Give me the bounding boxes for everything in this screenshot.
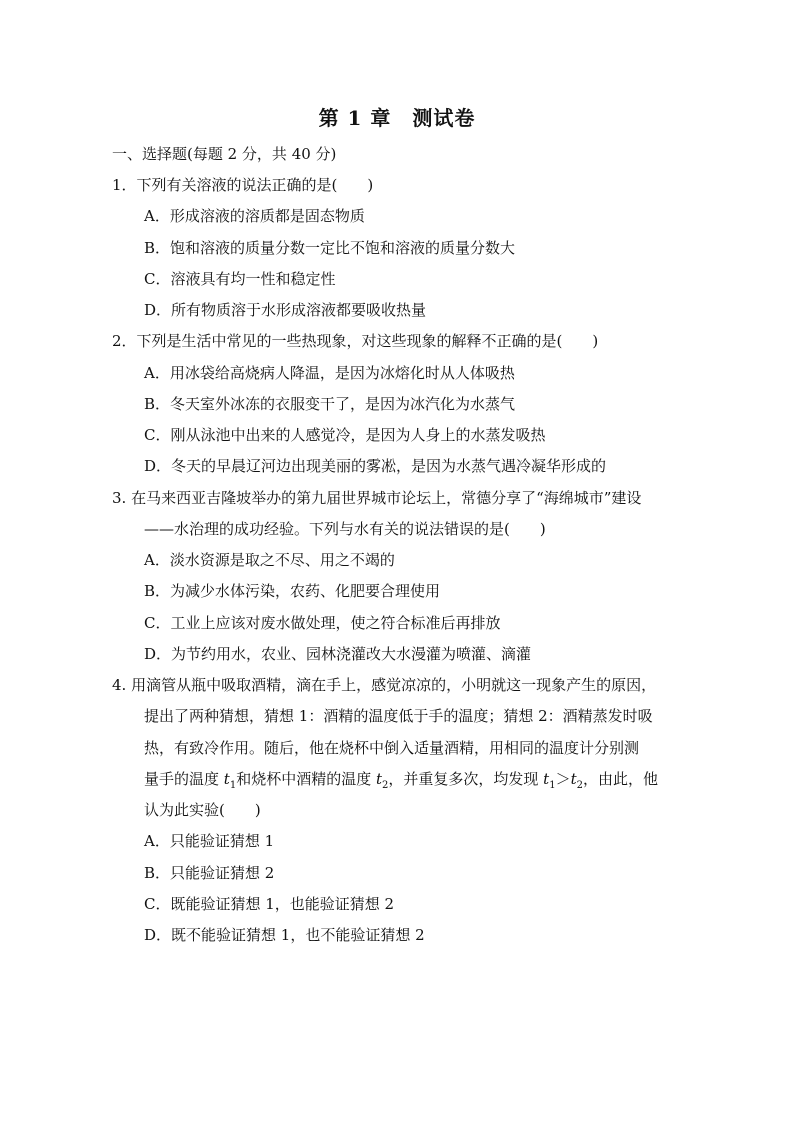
question-2-option-a: A．用冰袋给高烧病人降温，是因为冰熔化时从人体吸热: [144, 364, 515, 382]
question-4-stem: 4. 用滴管从瓶中吸取酒精，滴在手上，感觉凉凉的，小明就这一现象产生的原因，: [112, 676, 657, 694]
t2-subscript: 2: [382, 780, 389, 791]
question-4-option-b: B．只能验证猜想 2: [144, 864, 275, 882]
t2-subscript: 2: [576, 780, 583, 791]
question-2-option-c: C．刚从泳池中出来的人感觉冷，是因为人身上的水蒸发吸热: [144, 426, 546, 444]
stem-text: ，并重复多次，均发现: [388, 770, 544, 788]
t1-symbol: t: [223, 770, 230, 788]
question-1-option-a: A．形成溶液的溶质都是固态物质: [144, 207, 365, 225]
t1-subscript: 1: [229, 780, 237, 791]
question-3-option-c: C．工业上应该对废水做处理，使之符合标准后再排放: [144, 614, 501, 632]
stem-text: ，由此，他: [582, 770, 658, 788]
t1-symbol: t: [543, 770, 550, 788]
question-2-option-b: B．冬天室外冰冻的衣服变干了，是因为冰汽化为水蒸气: [144, 395, 516, 413]
question-3-stem: 3. 在马来西亚吉隆坡举办的第九届世界城市论坛上，常德分享了“海绵城市”建设: [112, 489, 642, 507]
page-title: 第 1 章 测试卷: [318, 106, 476, 130]
question-2-option-d: D．冬天的早晨辽河边出现美丽的雾凇，是因为水蒸气遇冷凝华形成的: [144, 457, 607, 475]
question-1-option-d: D．所有物质溶于水形成溶液都要吸收热量: [144, 301, 427, 319]
t2-symbol: t: [570, 770, 577, 788]
question-2-stem: 2．下列是生活中常见的一些热现象，对这些现象的解释不正确的是( ): [112, 332, 599, 350]
question-4-option-a: A．只能验证猜想 1: [144, 832, 275, 850]
stem-text: 和烧杯中酒精的温度: [236, 770, 376, 788]
question-1-option-c: C．溶液具有均一性和稳定性: [144, 270, 336, 288]
question-4-option-c: C．既能验证猜想 1，也能验证猜想 2: [144, 895, 395, 913]
question-1-option-b: B．饱和溶液的质量分数一定比不饱和溶液的质量分数大: [144, 239, 516, 257]
t2-symbol: t: [375, 770, 382, 788]
question-3-option-d: D．为节约用水，农业、园林浇灌改大水漫灌为喷灌、滴灌: [144, 645, 532, 663]
stem-text: 量手的温度: [144, 770, 224, 788]
section-heading: 一、选择题(每题 2 分，共 40 分): [112, 145, 337, 163]
question-3-option-a: A．淡水资源是取之不尽、用之不竭的: [144, 551, 395, 569]
question-4-stem-line-4: [144, 768, 658, 790]
question-3-stem-continued: ——水治理的成功经验。下列与水有关的说法错误的是( ): [144, 520, 546, 538]
greater-than-sign: ＞: [555, 770, 571, 788]
question-1-stem: 1．下列有关溶液的说法正确的是( ): [112, 176, 374, 194]
question-4-option-d: D．既不能验证猜想 1，也不能验证猜想 2: [144, 926, 425, 944]
question-4-stem-line-3: 热，有致冷作用。随后，他在烧杯中倒入适量酒精，用相同的温度计分别测: [144, 739, 640, 757]
t1-subscript: 1: [549, 780, 556, 791]
question-3-option-b: B．为减少水体污染，农药、化肥要合理使用: [144, 582, 441, 600]
question-4-stem-line-2: 提出了两种猜想，猜想 1：酒精的温度低于手的温度；猜想 2：酒精蒸发时吸: [144, 707, 653, 725]
question-4-stem-line-5: 认为此实验( ): [144, 801, 261, 819]
